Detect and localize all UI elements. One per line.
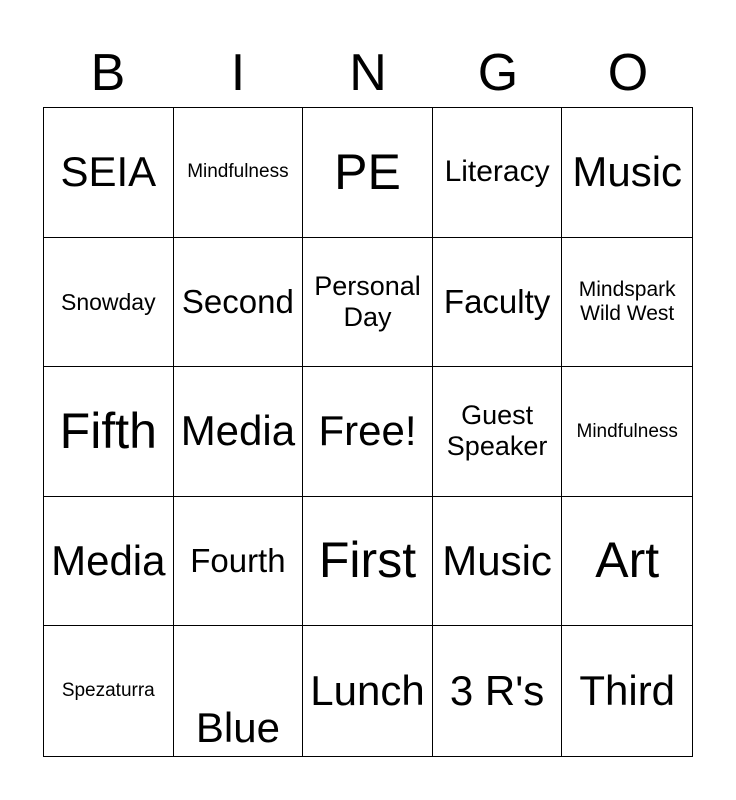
bingo-cell[interactable]: 3 R's xyxy=(433,626,563,756)
bingo-cell[interactable]: First xyxy=(303,497,433,627)
bingo-cell[interactable]: Third xyxy=(579,667,676,715)
bingo-cell[interactable]: Fifth xyxy=(44,367,174,497)
bingo-board xyxy=(43,107,693,757)
header-letter-b: B xyxy=(90,44,126,102)
bingo-cell[interactable]: Guest Speaker xyxy=(433,367,563,497)
bingo-cell[interactable]: Second xyxy=(174,238,304,368)
bingo-cell[interactable]: Blue xyxy=(174,626,304,756)
bingo-cell[interactable]: Personal Day xyxy=(303,238,433,368)
header-letter-o: O xyxy=(607,44,649,102)
bingo-cell[interactable]: Media xyxy=(44,497,174,627)
bingo-cell[interactable]: Faculty xyxy=(433,238,563,368)
bingo-cell[interactable]: Spezaturra xyxy=(44,626,174,756)
bingo-cell[interactable]: Lunch xyxy=(303,626,433,756)
bingo-cell[interactable]: Music xyxy=(562,108,692,238)
header-letter-i: I xyxy=(230,44,246,102)
bingo-cell[interactable]: PE xyxy=(303,108,433,238)
bingo-cell[interactable]: Art xyxy=(562,497,692,627)
bingo-cell[interactable]: Mindspark Wild West xyxy=(562,238,692,368)
bingo-cell[interactable]: Music xyxy=(433,497,563,627)
bingo-cell[interactable]: Media xyxy=(174,367,304,497)
header-letter-g: G xyxy=(477,44,519,102)
bingo-cell-free-space[interactable]: Free! xyxy=(303,367,433,497)
bingo-header xyxy=(43,40,693,106)
header-letter-n: N xyxy=(349,44,387,102)
bingo-cell[interactable]: Literacy xyxy=(433,108,563,238)
bingo-cell[interactable]: Fourth xyxy=(174,497,304,627)
bingo-cell[interactable]: SEIA xyxy=(44,108,174,238)
bingo-cell[interactable]: Mindfulness xyxy=(174,108,304,238)
bingo-cell[interactable]: Mindfulness xyxy=(562,367,692,497)
bingo-cell[interactable]: Snowday xyxy=(44,238,174,368)
